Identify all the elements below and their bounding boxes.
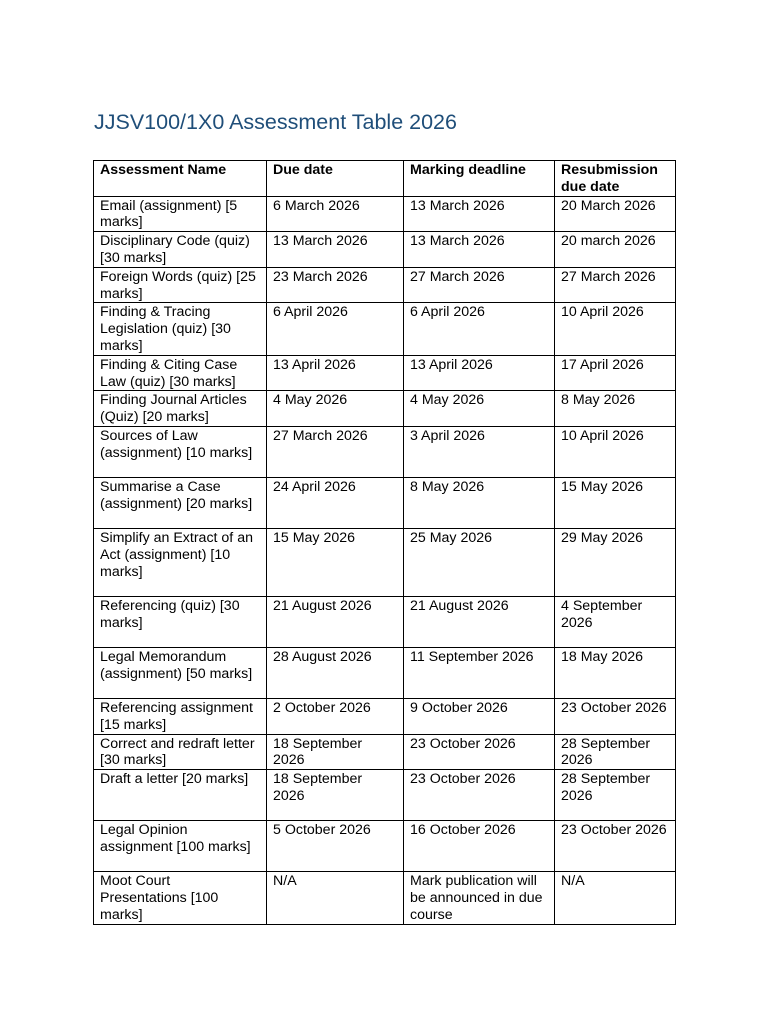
cell-assessment-name: Summarise a Case (assignment) [20 marks]: [94, 477, 267, 528]
header-assessment-name: Assessment Name: [94, 161, 267, 197]
cell-assessment-name: Disciplinary Code (quiz) [30 marks]: [94, 232, 267, 268]
cell-resubmission-due-date: 10 April 2026: [555, 426, 676, 477]
cell-due-date: 28 August 2026: [267, 647, 404, 698]
cell-assessment-name: Foreign Words (quiz) [25 marks]: [94, 267, 267, 303]
cell-assessment-name: Simplify an Extract of an Act (assignment) [10 marks]: [94, 528, 267, 596]
cell-marking-deadline: 23 October 2026: [404, 734, 555, 770]
table-row: [94, 528, 676, 596]
cell-due-date: 18 September 2026: [267, 734, 404, 770]
table-row: [94, 267, 676, 303]
cell-marking-deadline: 13 March 2026: [404, 196, 555, 232]
table-row: [94, 872, 676, 924]
cell-marking-deadline: 11 September 2026: [404, 647, 555, 698]
table-header-row: [94, 161, 676, 197]
cell-resubmission-due-date: 8 May 2026: [555, 391, 676, 427]
cell-resubmission-due-date: 28 September 2026: [555, 734, 676, 770]
cell-due-date: 6 April 2026: [267, 303, 404, 355]
cell-assessment-name: Email (assignment) [5 marks]: [94, 196, 267, 232]
table-row: [94, 596, 676, 647]
cell-assessment-name: Referencing (quiz) [30 marks]: [94, 596, 267, 647]
cell-marking-deadline: 9 October 2026: [404, 698, 555, 734]
cell-resubmission-due-date: 20 march 2026: [555, 232, 676, 268]
table-row: [94, 477, 676, 528]
cell-due-date: N/A: [267, 872, 404, 924]
cell-assessment-name: Draft a letter [20 marks]: [94, 770, 267, 821]
cell-assessment-name: Finding & Citing Case Law (quiz) [30 marks]: [94, 355, 267, 391]
cell-marking-deadline: 4 May 2026: [404, 391, 555, 427]
cell-marking-deadline: Mark publication will be announced in due course: [404, 872, 555, 924]
table-row: [94, 734, 676, 770]
cell-due-date: 5 October 2026: [267, 821, 404, 872]
cell-resubmission-due-date: 28 September 2026: [555, 770, 676, 821]
header-resubmission-due-date: Resubmission due date: [555, 161, 676, 197]
cell-marking-deadline: 21 August 2026: [404, 596, 555, 647]
cell-resubmission-due-date: 15 May 2026: [555, 477, 676, 528]
cell-due-date: 13 March 2026: [267, 232, 404, 268]
cell-marking-deadline: 3 April 2026: [404, 426, 555, 477]
page-title: JJSV100/1X0 Assessment Table 2026: [94, 110, 457, 134]
cell-resubmission-due-date: 10 April 2026: [555, 303, 676, 355]
cell-due-date: 18 September 2026: [267, 770, 404, 821]
cell-due-date: 4 May 2026: [267, 391, 404, 427]
table-row: [94, 647, 676, 698]
cell-marking-deadline: 23 October 2026: [404, 770, 555, 821]
cell-assessment-name: Sources of Law (assignment) [10 marks]: [94, 426, 267, 477]
cell-assessment-name: Finding & Tracing Legislation (quiz) [30 marks]: [94, 303, 267, 355]
cell-marking-deadline: 8 May 2026: [404, 477, 555, 528]
assessment-table: [93, 160, 676, 925]
cell-marking-deadline: 6 April 2026: [404, 303, 555, 355]
cell-resubmission-due-date: 23 October 2026: [555, 698, 676, 734]
table-row: [94, 303, 676, 355]
cell-due-date: 24 April 2026: [267, 477, 404, 528]
table-row: [94, 770, 676, 821]
cell-marking-deadline: 27 March 2026: [404, 267, 555, 303]
cell-assessment-name: Legal Opinion assignment [100 marks]: [94, 821, 267, 872]
table-row: [94, 232, 676, 268]
cell-assessment-name: Moot Court Presentations [100 marks]: [94, 872, 267, 924]
cell-resubmission-due-date: N/A: [555, 872, 676, 924]
table-row: [94, 426, 676, 477]
cell-resubmission-due-date: 20 March 2026: [555, 196, 676, 232]
cell-assessment-name: Legal Memorandum (assignment) [50 marks]: [94, 647, 267, 698]
header-marking-deadline: Marking deadline: [404, 161, 555, 197]
cell-due-date: 13 April 2026: [267, 355, 404, 391]
cell-resubmission-due-date: 29 May 2026: [555, 528, 676, 596]
cell-due-date: 15 May 2026: [267, 528, 404, 596]
cell-marking-deadline: 25 May 2026: [404, 528, 555, 596]
table-row: [94, 391, 676, 427]
cell-resubmission-due-date: 27 March 2026: [555, 267, 676, 303]
cell-marking-deadline: 13 April 2026: [404, 355, 555, 391]
cell-marking-deadline: 13 March 2026: [404, 232, 555, 268]
cell-resubmission-due-date: 4 September 2026: [555, 596, 676, 647]
cell-resubmission-due-date: 17 April 2026: [555, 355, 676, 391]
cell-resubmission-due-date: 18 May 2026: [555, 647, 676, 698]
table-row: [94, 196, 676, 232]
cell-due-date: 2 October 2026: [267, 698, 404, 734]
cell-due-date: 23 March 2026: [267, 267, 404, 303]
table-row: [94, 355, 676, 391]
table-row: [94, 821, 676, 872]
cell-resubmission-due-date: 23 October 2026: [555, 821, 676, 872]
cell-due-date: 21 August 2026: [267, 596, 404, 647]
cell-due-date: 27 March 2026: [267, 426, 404, 477]
cell-assessment-name: Correct and redraft letter [30 marks]: [94, 734, 267, 770]
cell-due-date: 6 March 2026: [267, 196, 404, 232]
header-due-date: Due date: [267, 161, 404, 197]
cell-assessment-name: Referencing assignment [15 marks]: [94, 698, 267, 734]
cell-assessment-name: Finding Journal Articles (Quiz) [20 marks]: [94, 391, 267, 427]
cell-marking-deadline: 16 October 2026: [404, 821, 555, 872]
table-row: [94, 698, 676, 734]
